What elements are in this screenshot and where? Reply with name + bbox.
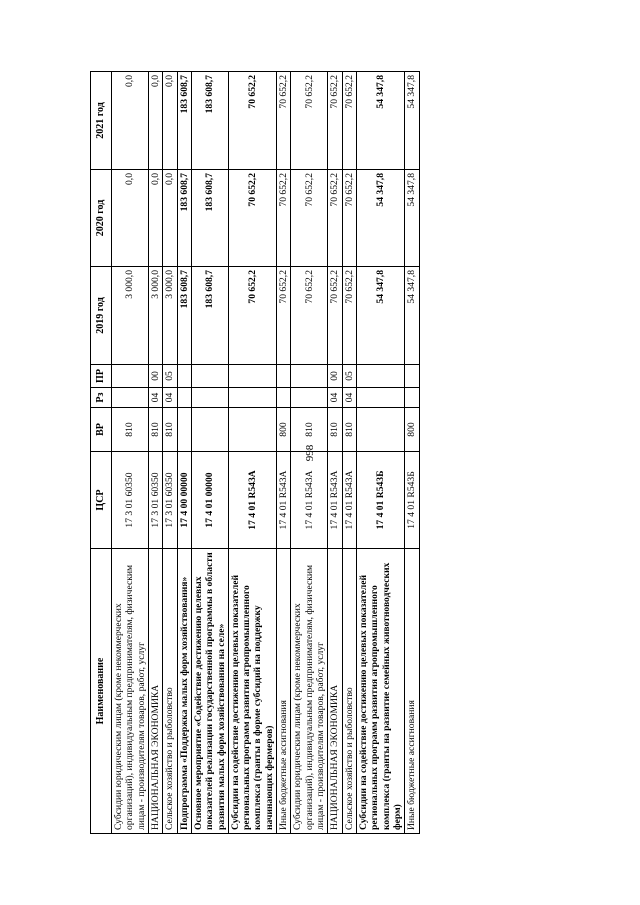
cell-vr xyxy=(228,408,276,452)
table-row xyxy=(356,72,404,834)
table-row xyxy=(342,72,356,834)
cell-vr: 810 xyxy=(328,408,342,452)
cell-vr xyxy=(191,408,228,452)
cell-vr: 810 xyxy=(148,408,162,452)
cell-vr: 810 xyxy=(291,408,328,452)
cell-vr: 800 xyxy=(405,408,419,452)
cell-pr xyxy=(277,365,291,388)
cell-2021: 0,0 xyxy=(148,72,162,170)
table-body xyxy=(112,72,420,834)
cell-name: Основное мероприятие «Содействие достижению целевых показателей реализации государственной программы в области развития малых форм хозяйствования на селе» xyxy=(191,549,228,834)
cell-2019: 54 347,8 xyxy=(405,267,419,365)
cell-csr: 17 4 01 R543А xyxy=(328,452,342,549)
cell-pr: 05 xyxy=(342,365,356,388)
cell-vr: 810 xyxy=(342,408,356,452)
cell-2019: 70 652,2 xyxy=(228,267,276,365)
table-row xyxy=(163,72,177,834)
cell-2020: 183 608,7 xyxy=(191,170,228,267)
table-row xyxy=(112,72,149,834)
table-row xyxy=(328,72,342,834)
cell-2021: 70 652,2 xyxy=(342,72,356,170)
cell-pr: 05 xyxy=(163,365,177,388)
cell-2020: 70 652,2 xyxy=(342,170,356,267)
table-row xyxy=(228,72,276,834)
cell-2020: 0,0 xyxy=(163,170,177,267)
cell-csr: 17 3 01 60350 xyxy=(112,452,149,549)
table-rotation-frame xyxy=(90,72,531,834)
cell-name: Субсидии на содействие достижению целевых показателей региональных программ развития агропромышленного комплекса (гранты на развитие семейных животноводческих ферм) xyxy=(356,549,404,834)
cell-2019: 3 000,0 xyxy=(112,267,149,365)
col-header-2020: 2020 год xyxy=(91,170,112,267)
cell-2019: 70 652,2 xyxy=(277,267,291,365)
cell-name: НАЦИОНАЛЬНАЯ ЭКОНОМИКА xyxy=(148,549,162,834)
cell-2019: 70 652,2 xyxy=(291,267,328,365)
cell-2021: 0,0 xyxy=(163,72,177,170)
cell-name: Сельское хозяйство и рыболовство xyxy=(342,549,356,834)
cell-2021: 70 652,2 xyxy=(228,72,276,170)
cell-rz: 04 xyxy=(148,388,162,408)
cell-pr: 00 xyxy=(148,365,162,388)
cell-rz: 04 xyxy=(342,388,356,408)
cell-rz xyxy=(228,388,276,408)
cell-2020: 0,0 xyxy=(112,170,149,267)
cell-2019: 54 347,8 xyxy=(356,267,404,365)
cell-csr: 17 3 01 60350 xyxy=(163,452,177,549)
cell-pr xyxy=(405,365,419,388)
cell-name: Иные бюджетные ассигнования xyxy=(405,549,419,834)
cell-name: НАЦИОНАЛЬНАЯ ЭКОНОМИКА xyxy=(328,549,342,834)
cell-name: Субсидии юридическим лицам (кроме некоммерческих организаций), индивидуальным предпринимателям, физическим лицам - производителям товаров, работ, услуг xyxy=(112,549,149,834)
cell-2019: 3 000,0 xyxy=(148,267,162,365)
cell-rz xyxy=(177,388,191,408)
cell-csr: 17 4 01 R543А xyxy=(228,452,276,549)
cell-pr: 00 xyxy=(328,365,342,388)
cell-2020: 54 347,8 xyxy=(356,170,404,267)
col-header-pr: ПР xyxy=(91,365,112,388)
cell-name: Сельское хозяйство и рыболовство xyxy=(163,549,177,834)
cell-name: Подпрограмма «Поддержка малых форм хозяйствования» xyxy=(177,549,191,834)
cell-2021: 183 608,7 xyxy=(177,72,191,170)
cell-name: Иные бюджетные ассигнования xyxy=(277,549,291,834)
col-header-name: Наименование xyxy=(91,549,112,834)
cell-2019: 70 652,2 xyxy=(342,267,356,365)
cell-2021: 70 652,2 xyxy=(291,72,328,170)
cell-2019: 183 608,7 xyxy=(177,267,191,365)
cell-vr xyxy=(177,408,191,452)
cell-pr xyxy=(191,365,228,388)
table-row xyxy=(148,72,162,834)
cell-pr xyxy=(112,365,149,388)
cell-csr: 17 4 01 R543Б xyxy=(405,452,419,549)
cell-2020: 70 652,2 xyxy=(228,170,276,267)
budget-table xyxy=(90,71,420,834)
cell-csr: 17 4 01 R543А xyxy=(291,452,328,549)
table-row xyxy=(191,72,228,834)
cell-2021: 70 652,2 xyxy=(277,72,291,170)
cell-name: Субсидии юридическим лицам (кроме некоммерческих организаций), индивидуальным предпринимателям, физическим лицам - производителям товаров, работ, услуг xyxy=(291,549,328,834)
cell-pr xyxy=(177,365,191,388)
cell-pr xyxy=(291,365,328,388)
cell-2020: 70 652,2 xyxy=(328,170,342,267)
cell-2020: 70 652,2 xyxy=(291,170,328,267)
cell-pr xyxy=(356,365,404,388)
cell-csr: 17 4 01 R543А xyxy=(277,452,291,549)
col-header-rz: Рз xyxy=(91,388,112,408)
cell-vr xyxy=(356,408,404,452)
cell-2019: 3 000,0 xyxy=(163,267,177,365)
cell-vr: 800 xyxy=(277,408,291,452)
cell-rz xyxy=(112,388,149,408)
cell-2020: 54 347,8 xyxy=(405,170,419,267)
cell-2019: 183 608,7 xyxy=(191,267,228,365)
cell-rz: 04 xyxy=(328,388,342,408)
cell-2019: 70 652,2 xyxy=(328,267,342,365)
cell-rz: 04 xyxy=(163,388,177,408)
cell-csr: 17 3 01 60350 xyxy=(148,452,162,549)
col-header-2019: 2019 год xyxy=(91,267,112,365)
col-header-2021: 2021 год xyxy=(91,72,112,170)
page-number: 998 xyxy=(304,444,316,462)
col-header-vr: ВР xyxy=(91,408,112,452)
cell-2021: 54 347,8 xyxy=(405,72,419,170)
cell-rz xyxy=(277,388,291,408)
col-header-csr: ЦСР xyxy=(91,452,112,549)
cell-rz xyxy=(291,388,328,408)
cell-vr: 810 xyxy=(163,408,177,452)
table-row xyxy=(277,72,291,834)
table-header-row xyxy=(91,72,112,834)
cell-2020: 0,0 xyxy=(148,170,162,267)
cell-csr: 17 4 01 R543А xyxy=(342,452,356,549)
table-container xyxy=(90,72,531,834)
cell-pr xyxy=(228,365,276,388)
cell-rz xyxy=(356,388,404,408)
cell-rz xyxy=(191,388,228,408)
cell-rz xyxy=(405,388,419,408)
cell-2021: 54 347,8 xyxy=(356,72,404,170)
cell-2021: 70 652,2 xyxy=(328,72,342,170)
cell-name: Субсидии на содействие достижению целевых показателей региональных программ развития агропромышленного комплекса (гранты в форме субсидий на поддержку начинающих фермеров) xyxy=(228,549,276,834)
cell-2021: 183 608,7 xyxy=(191,72,228,170)
cell-vr: 810 xyxy=(112,408,149,452)
table-row xyxy=(291,72,328,834)
cell-2021: 0,0 xyxy=(112,72,149,170)
cell-2020: 70 652,2 xyxy=(277,170,291,267)
cell-csr: 17 4 01 00000 xyxy=(191,452,228,549)
table-row xyxy=(405,72,419,834)
cell-csr: 17 4 01 R543Б xyxy=(356,452,404,549)
table-row xyxy=(177,72,191,834)
cell-2020: 183 608,7 xyxy=(177,170,191,267)
cell-csr: 17 4 00 00000 xyxy=(177,452,191,549)
